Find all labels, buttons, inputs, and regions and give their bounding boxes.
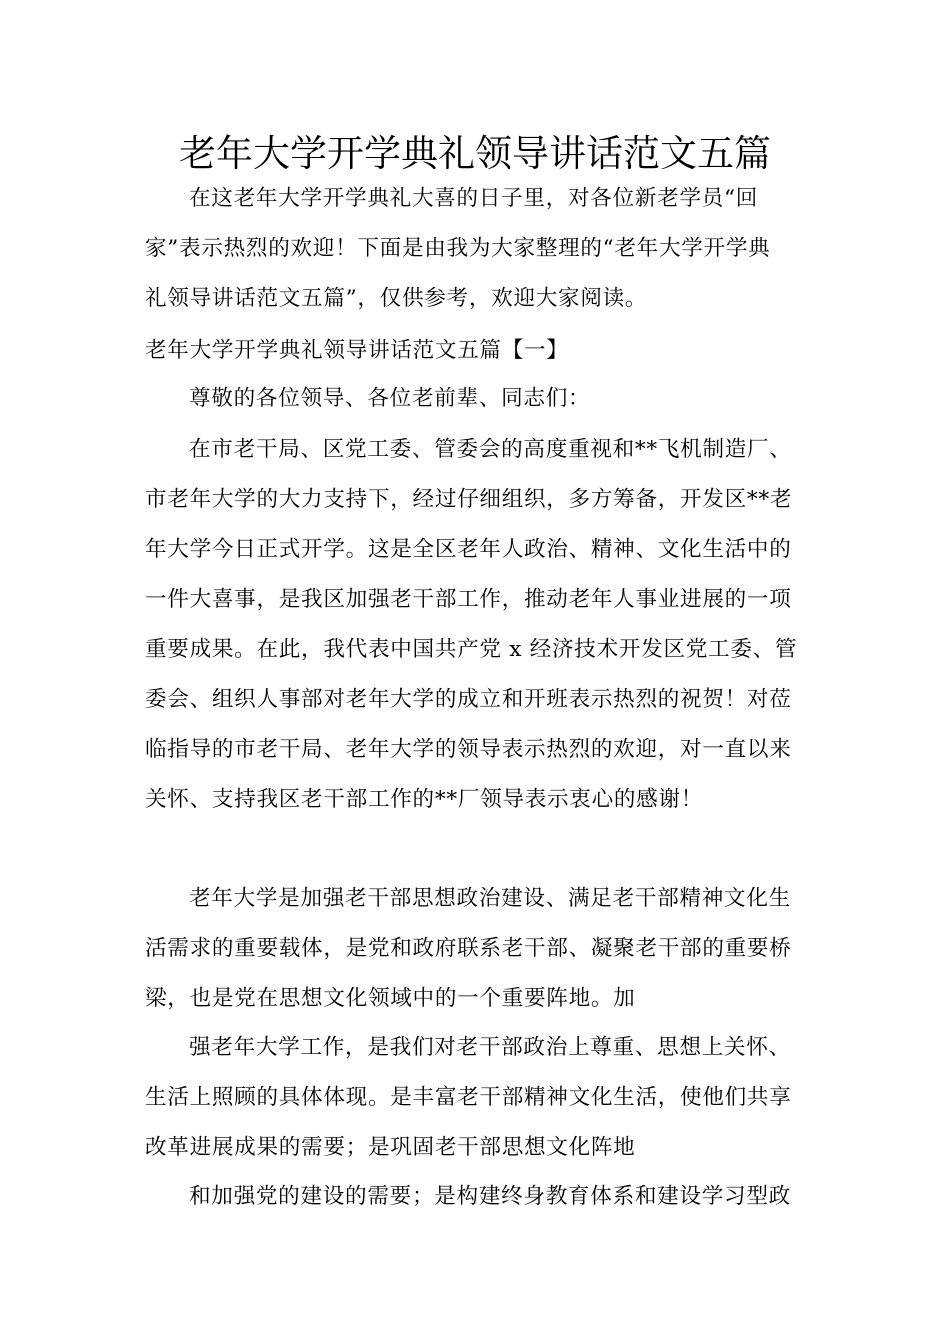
paragraph-1-line-7: 临指导的市老干局、老年大学的领导表示热烈的欢迎，对一直以来	[145, 737, 792, 762]
intro-line-1: 在这老年大学开学典礼大喜的日子里，对各位新老学员“回	[189, 186, 759, 211]
paragraph-3	[145, 1023, 807, 1173]
paragraph-1-line-6: 委会、组织人事部对老年大学的成立和开班表示热烈的祝贺！对莅	[145, 687, 792, 712]
paragraph-2-line-3: 梁，也是党在思想文化领域中的一个重要阵地。加	[145, 986, 636, 1011]
section-heading-block	[145, 326, 807, 376]
salutation: 尊敬的各位领导、各位老前辈、同志们：	[189, 386, 591, 411]
paragraph-3-line-1: 强老年大学工作，是我们对老干部政治上尊重、思想上关怀、	[189, 1035, 791, 1060]
paragraph-1-line-5: 重要成果。在此，我代表中国共产党 x 经济技术开发区党工委、管	[145, 637, 798, 662]
salutation-block	[145, 374, 807, 424]
intro-line-2: 家”表示热烈的欢迎！下面是由我为大家整理的“老年大学开学典	[145, 236, 771, 261]
paragraph-3-line-2: 生活上照顾的具体体现。是丰富老干部精神文化生活，使他们共享	[145, 1085, 792, 1110]
document-title: 老年大学开学典礼领导讲话范文五篇	[179, 132, 771, 175]
paragraph-1-line-2: 市老年大学的大力支持下，经过仔细组织，多方筹备，开发区**老	[145, 487, 793, 512]
paragraph-1-line-3: 年大学今日正式开学。这是全区老年人政治、精神、文化生活中的	[145, 537, 792, 562]
paragraph-1-line-1: 在市老干局、区党工委、管委会的高度重视和**飞机制造厂、	[189, 437, 792, 462]
paragraph-3-line-3: 改革进展成果的需要；是巩固老干部思想文化阵地	[145, 1135, 636, 1160]
paragraph-1	[145, 425, 807, 825]
paragraph-2-line-1: 老年大学是加强老干部思想政治建设、满足老干部精神文化生	[189, 886, 791, 911]
paragraph-4-line-1: 和加强党的建设的需要；是构建终身教育体系和建设学习型政	[189, 1184, 791, 1209]
intro-paragraph	[145, 174, 807, 324]
paragraph-2	[145, 874, 807, 1024]
paragraph-2-line-2: 活需求的重要载体，是党和政府联系老干部、凝聚老干部的重要桥	[145, 936, 792, 961]
section-heading: 老年大学开学典礼领导讲话范文五篇【一】	[145, 338, 569, 363]
paragraph-1-line-8: 关怀、支持我区老干部工作的**厂领导表示衷心的感谢！	[145, 787, 704, 812]
paragraph-4	[145, 1172, 807, 1222]
paragraph-1-line-4: 一件大喜事，是我区加强老干部工作，推动老年人事业进展的一项	[145, 587, 792, 612]
intro-line-3: 礼领导讲话范文五篇”，仅供参考，欢迎大家阅读。	[145, 286, 648, 311]
